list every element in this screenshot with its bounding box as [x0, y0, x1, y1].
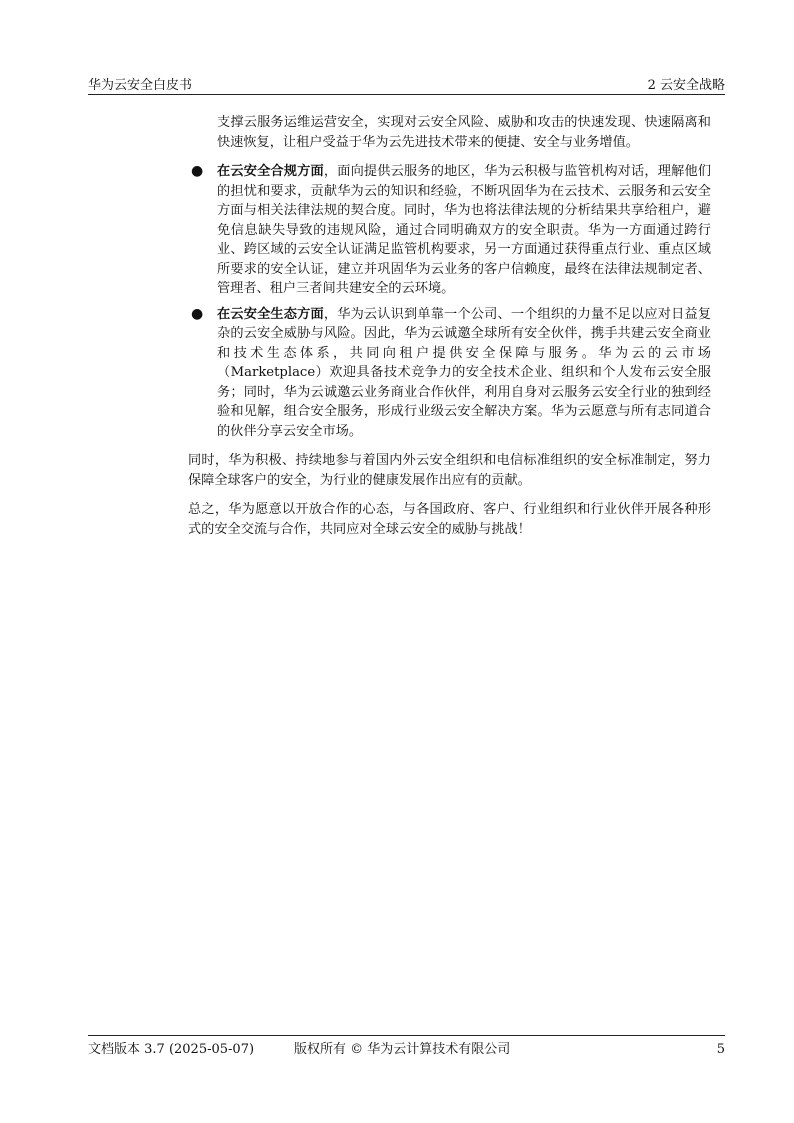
- copyright-notice: 版权所有 © 华为云计算技术有限公司: [294, 1042, 511, 1057]
- continued-paragraph: 支撑云服务运维运营安全，实现对云安全风险、威胁和攻击的快速发现、快速隔离和快速恢复，让租户受益于华为云先进技术带来的便捷、安全与业务增值。: [217, 115, 711, 150]
- page-header: [88, 77, 725, 95]
- bullet-icon: ●: [191, 163, 204, 179]
- bullet-compliance: [191, 162, 712, 299]
- paragraph-standards: 同时，华为积极、持续地参与着国内外云安全组织和电信标准组织的安全标准制定，努力保障全球客户的安全，为行业的健康发展作出应有的贡献。: [188, 453, 711, 488]
- bullet-text: ，华为云认识到单靠一个公司、一个组织的力量不足以应对日益复杂的云安全威胁与风险。因此，华为云诚邀全球所有安全伙伴，携手共建云安全商业和技术生态体系，共同向租户提供安全保障与服务。华为云的云市场（Marketplace）欢迎具备技术竞争力的安全技术企业、组织和个人发布云安全服务；同时，华为云诚邀云业务商业合作伙伴，利用自身对云服务云安全行业的独到经验和见解，组合安全服务，形成行业级云安全解决方案。华为云愿意与所有志同道合的伙伴分享云安全市场。: [217, 306, 712, 439]
- page-content: [188, 113, 711, 549]
- bullet-ecosystem: [191, 305, 712, 442]
- page-footer: [88, 1035, 725, 1061]
- page-number: 5: [716, 1042, 725, 1057]
- document-title: 华为云安全白皮书: [88, 78, 193, 93]
- paragraph-conclusion: 总之，华为愿意以开放合作的心态，与各国政府、客户、行业组织和行业伙伴开展各种形式的安全交流与合作，共同应对全球云安全的威胁与挑战！: [188, 502, 711, 537]
- document-version: 文档版本 3.7 (2025-05-07): [88, 1042, 255, 1057]
- bullet-lead: 在云安全生态方面: [217, 306, 324, 322]
- bullet-lead: 在云安全合规方面: [217, 164, 324, 179]
- bullet-icon: ●: [191, 305, 204, 322]
- bullet-text: ，面向提供云服务的地区，华为云积极与监管机构对话，理解他们的担忧和要求，贡献华为云的知识和经验，不断巩固华为在云技术、云服务和云安全方面与相关法律法规的契合度。同时，华为也将法律法规的分析结果共享给租户，避免信息缺失导致的违规风险，通过合同明确双方的安全职责。华为一方面通过跨行业、跨区域的云安全认证满足监管机构要求，另一方面通过获得重点行业、重点区域所要求的安全认证，建立并巩固华为云业务的客户信赖度，最终在法律法规制定者、管理者、租户三者间共建安全的云环境。: [217, 164, 712, 296]
- chapter-title: 2 云安全战略: [647, 78, 725, 93]
